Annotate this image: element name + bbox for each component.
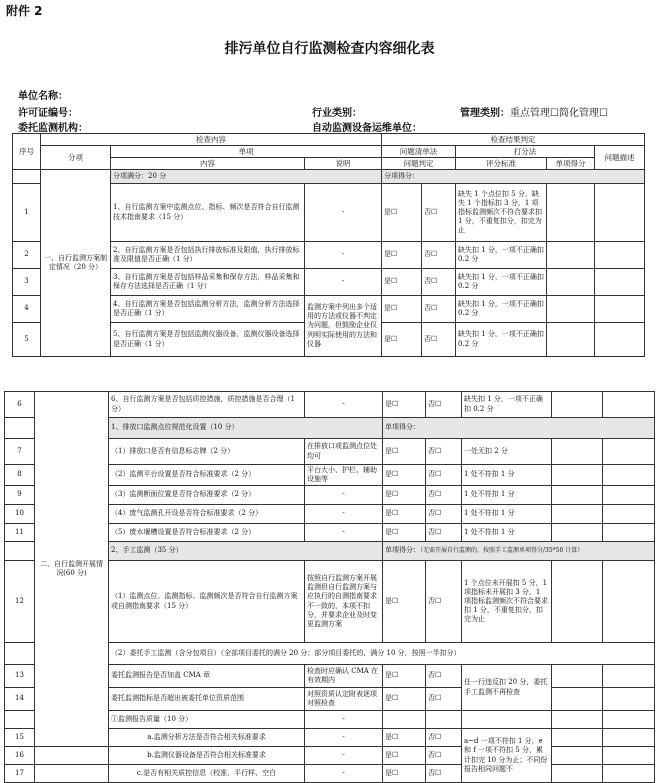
- category-part2: 二、自行监测开展情况(60 分): [35, 392, 109, 747]
- yes-checkbox[interactable]: 是☐: [382, 323, 422, 357]
- problem-desc-cell[interactable]: [603, 688, 655, 711]
- header-single-score: 单项得分: [547, 158, 595, 170]
- yes-checkbox[interactable]: 是☐: [383, 465, 426, 486]
- header-list-method: 问题清单法: [382, 146, 456, 158]
- header-item-content: 内容: [111, 158, 305, 170]
- header-item: 单项: [111, 146, 382, 158]
- yes-checkbox[interactable]: 是☐: [383, 524, 426, 542]
- category-part1: 一、自行监测方案制定情况（20 分）: [41, 170, 111, 357]
- single-score-cell[interactable]: [547, 323, 595, 357]
- single-score-cell[interactable]: [547, 269, 595, 296]
- merged-desc: 监测方案中列出多个适用的方法或仪器不判定为问题，但鼓励企业仅列明实际使用的方法和仪器: [305, 296, 382, 357]
- management-category: [460, 104, 608, 119]
- table-row: 2 2、自行监测方案是否包括执行排放标准及限值，执行排放标准及限值是否正确（1 分） - 是☐ 否☐ 缺失扣 1 分，一项不正确扣 0.2 分: [13, 242, 645, 269]
- problem-desc-cell[interactable]: [595, 296, 645, 323]
- yes-checkbox[interactable]: 是☐: [383, 392, 426, 418]
- commission-line: （2）委托手工监测（含分包项目）（全部项目委托的满分 20 分；部分项目委托的，满分 10 分，按照一半扣分）: [109, 643, 655, 665]
- problem-desc-cell[interactable]: [595, 242, 645, 269]
- single-score-cell[interactable]: [552, 486, 603, 505]
- table-row: 6 二、自行监测开展情况(60 分) 6、自行监测方案是否包括质控措施，质控措施是否合理（1 分） - 是☐ 否☐ 缺失扣 1 分，一项不正确扣 0.2 分: [5, 392, 655, 418]
- yes-checkbox[interactable]: 是☐: [382, 269, 422, 296]
- header-problem-desc: 问题描述: [595, 146, 645, 170]
- std-13-14: 任一行违反扣 20 分，委托手工监测不再检查: [462, 665, 552, 711]
- section-title: 1、排放口监测点位规范化设置（10 分）: [109, 418, 383, 439]
- unit-name-label: 单位名称：: [18, 91, 68, 102]
- single-score-cell[interactable]: [552, 665, 603, 688]
- problem-desc-cell[interactable]: [595, 269, 645, 296]
- table-row: 5 5、自行监测方案是否包括监测仪器设备，监测仪器设备选择是否正确（1 分） 是☐ 否☐ 缺失扣 1 分，一项不正确扣 0.2 分: [13, 323, 645, 357]
- single-score-cell[interactable]: [552, 392, 603, 418]
- no-checkbox[interactable]: 否☐: [422, 323, 456, 357]
- table-row: 14 委托监测指标是否超出被委托单位资质范围 对照资质认定附表逐项对照检查 是☐ 否☐: [5, 688, 655, 711]
- no-checkbox[interactable]: 否☐: [422, 269, 456, 296]
- table-row: 8 （2）监测平台设置是否符合标准要求（2 分） 平台大小、护栏、辅助设施等 是☐ 否☐ 1 处不符扣 1 分: [5, 465, 655, 486]
- table-row: 9 （3）监测断面位置是否符合标准要求（2 分） - 是☐ 否☐ 1 处不符扣 1 分: [5, 486, 655, 505]
- header-item-desc: 说明: [305, 158, 382, 170]
- no-checkbox[interactable]: 否☐: [426, 392, 462, 418]
- mgmt-label: 管理类别：: [460, 108, 510, 119]
- header-category: 分项: [41, 146, 111, 170]
- license-no-label: 许可证编号：: [18, 108, 78, 119]
- yes-checkbox[interactable]: 是☐: [383, 665, 426, 688]
- problem-desc-cell[interactable]: [603, 465, 655, 486]
- mgmt-options: 重点管理☐简化管理☐: [510, 108, 608, 119]
- inspection-table-part1: [12, 133, 645, 357]
- header-score-method: 打分法: [456, 146, 595, 158]
- yes-checkbox[interactable]: 是☐: [383, 765, 426, 783]
- section-note: （无需开展自行监测的，按照手工监测单项得分/35*50 计算）: [420, 547, 584, 555]
- no-checkbox[interactable]: 否☐: [422, 184, 456, 242]
- single-score-cell[interactable]: [547, 242, 595, 269]
- problem-desc-cell[interactable]: [603, 486, 655, 505]
- no-checkbox[interactable]: 否☐: [426, 747, 462, 765]
- single-score-cell[interactable]: [552, 465, 603, 486]
- header-result: 检查结果判定: [382, 134, 645, 146]
- problem-desc-cell[interactable]: [603, 729, 655, 747]
- no-checkbox[interactable]: 否☐: [426, 486, 462, 505]
- table-row: 17 c.是否有相关质控信息（校准、平行样、空白 - 是☐ 否☐: [5, 765, 655, 783]
- problem-desc-cell[interactable]: [595, 323, 645, 357]
- header-content: 检查内容: [41, 134, 382, 146]
- single-score-cell[interactable]: [547, 296, 595, 323]
- no-checkbox[interactable]: 否☐: [426, 665, 462, 688]
- single-score-cell[interactable]: [552, 765, 603, 783]
- no-checkbox[interactable]: 否☐: [426, 505, 462, 524]
- single-score-cell[interactable]: [552, 688, 603, 711]
- single-score-cell[interactable]: [552, 524, 603, 542]
- section-score: 单项得分：（无需开展自行监测的，按照手工监测单项得分/35*50 计算）: [383, 542, 655, 561]
- no-checkbox[interactable]: 否☐: [426, 439, 462, 465]
- problem-desc-cell[interactable]: [595, 184, 645, 242]
- problem-desc-cell[interactable]: [603, 505, 655, 524]
- no-checkbox[interactable]: 否☐: [426, 765, 462, 783]
- annex-label: 附件 2: [6, 4, 43, 18]
- problem-desc-cell[interactable]: [603, 439, 655, 465]
- yes-checkbox[interactable]: 是☐: [383, 688, 426, 711]
- header-seq: 序号: [13, 134, 41, 170]
- single-score-cell[interactable]: [552, 439, 603, 465]
- yes-checkbox[interactable]: 是☐: [382, 184, 422, 242]
- no-checkbox[interactable]: 否☐: [426, 465, 462, 486]
- yes-checkbox[interactable]: 是☐: [383, 729, 426, 747]
- single-score-cell[interactable]: [547, 184, 595, 242]
- problem-desc-cell[interactable]: [603, 392, 655, 418]
- no-checkbox[interactable]: 否☐: [426, 688, 462, 711]
- header-score-std: 评分标准: [456, 158, 547, 170]
- no-checkbox[interactable]: 否☐: [426, 561, 462, 643]
- table-row: 1 1、自行监测方案中监测点位、指标、频次是否符合自行监测技术指南要求（15 分） - 是☐ 否☐ 缺失 1 个点位扣 5 分，缺失 1 个指标扣 3 分，1 项指标监测频次不符合要求扣 1 分，不重复扣分，扣完为止: [13, 184, 645, 242]
- yes-checkbox[interactable]: 是☐: [383, 505, 426, 524]
- yes-checkbox[interactable]: 是☐: [383, 561, 426, 643]
- problem-desc-cell[interactable]: [603, 524, 655, 542]
- section-score: 单项得分：: [383, 418, 655, 439]
- problem-desc-cell[interactable]: [603, 765, 655, 783]
- table-row: 15 a.监测分析方法是否符合相关标准要求 - 是☐ 否☐ a~d 一项不符扣 1 分，e 和 f 一项不符扣 5 分，累计扣完 10 分为止；不同份报告相同问题不: [5, 729, 655, 747]
- table-row: 4 4、自行监测方案是否包括监测分析方法，监测分析方法选择是否正确（1 分） 监测方案中列出多个适用的方法或仪器不判定为问题，但鼓励企业仅列明实际使用的方法和仪器 是☐ 否☐ 缺失扣 1 分，一项不正确扣 0.2 分: [13, 296, 645, 323]
- single-score-cell[interactable]: [552, 729, 603, 747]
- table-row: 10 （4）废气监测孔开设是否符合标准要求（2 分） - 是☐ 否☐ 1 处不符扣 1 分: [5, 505, 655, 524]
- no-checkbox[interactable]: 否☐: [426, 729, 462, 747]
- report-quality-label: ①监测报告质量（10 分）: [109, 711, 305, 729]
- single-score-cell[interactable]: [552, 561, 603, 643]
- commissioned-agency-label: 委托监测机构：: [18, 123, 88, 134]
- table-row: 16 b.监测仪器设备是否符合相关标准要求 - 是☐ 否☐: [5, 747, 655, 765]
- table-row: 13 委托监测报告是否加盖 CMA 章 检查时应确认 CMA 在有效期内 是☐ 否☐ 任一行违反扣 20 分，委托手工监测不再检查: [5, 665, 655, 688]
- no-checkbox[interactable]: 否☐: [422, 242, 456, 269]
- inspection-table-part2: 6 二、自行监测开展情况(60 分) 6、自行监测方案是否包括质控措施，质控措施是否合理（1 分） - 是☐ 否☐ 缺失扣 1 分，一项不正确扣 0.2 分 1、排放口监测点位规范化设置（10 分） 单项得分： 7 （1）排放口是否有信息标志牌（2 分） 在排放口或监测点位处均可 是☐ 否☐ 一处无扣 2 分 8 （2）监测平台设置是否符合标准要求（2 分） 平台大小、护栏、辅助设施等 是☐ 否☐ 1 处不符扣 1 分 9 （3）监测断面位置是否符合标准要求（2 分） - 是☐ 否☐ 1 处不符扣 1 分 10 （4）废气监测孔开设是否符合标准要求（2 分） - 是☐ 否☐ 1 处不符扣 1 分 11 （5）废水堰槽设置是否符合标准要求（2 分） - 是☐ 否☐ 1 处不符扣 1 分 2、手工监测（35 分） 单项得分：（无需开展自行监测的，按照手工监测单项得分/35*50 计算） 12 （1）监测点位、监测指标、监测频次是否符合自行监测方案或自测指南要求（15 分） 按照自行监测方案开展监测但自行监测方案与应执行的自测指南要求不一致的，本项不扣分，并要求企业及时变更监测方案 是☐ 否☐ 1 个点位未开展扣 5 分，1 项指标未开展扣 3 分，1 项指标监测频次不符合要求扣 1 分，不重复扣分，扣完为止 （2）委托手工监测（含分包项目）（全部项目委托的满分 20 分；部分项目委托的，满分 10 分，按照一半扣分） 13 委托监测报告是否加盖 CMA 章 检查时应确认 CMA 在有效期内 是☐ 否☐ 任一行违反扣 20 分，委托手工监测不再检查 14 委托监测指标是否超出被委托单位资质范围 对照资质认定附表逐项对照检查 是☐ 否☐ ①监测报告质量（10 分） - 15 a.监测分析方法是否符合相关标准要求 - 是☐ 否☐ a~d 一项不符扣 1 分，e 和 f 一项不符扣 5 分，累计扣完 10 分为止；不同份报告相同问题不 16 b.监测仪器设备是否符合相关标准要求 - 是☐ 否☐ 17 c.是否有相关质控信息（校准、平行样、空白 - 是☐ 否☐: [4, 391, 655, 783]
- problem-desc-cell[interactable]: [603, 747, 655, 765]
- single-score-cell[interactable]: [552, 505, 603, 524]
- problem-desc-cell[interactable]: [603, 665, 655, 688]
- table-row: 11 （5）废水堰槽设置是否符合标准要求（2 分） - 是☐ 否☐ 1 处不符扣 1 分: [5, 524, 655, 542]
- single-score-cell[interactable]: [552, 747, 603, 765]
- yes-checkbox[interactable]: 是☐: [383, 747, 426, 765]
- yes-checkbox[interactable]: 是☐: [382, 296, 422, 323]
- problem-desc-cell[interactable]: [603, 561, 655, 643]
- auto-ops-label: 自动监测设备运维单位：: [312, 123, 422, 134]
- yes-checkbox[interactable]: 是☐: [383, 439, 426, 465]
- subtotal-label: 分项满分：20 分: [111, 170, 382, 184]
- yes-checkbox[interactable]: 是☐: [382, 242, 422, 269]
- industry-label: 行业类别：: [312, 108, 362, 119]
- table-row: 7 （1）排放口是否有信息标志牌（2 分） 在排放口或监测点位处均可 是☐ 否☐ 一处无扣 2 分: [5, 439, 655, 465]
- table-row: 3 3、自行监测方案是否包括样品采集和保存方法，样品采集和保存方法选择是否正确（1 分） - 是☐ 否☐ 缺失扣 1 分，一项不正确扣 0.2 分: [13, 269, 645, 296]
- std-15-17: a~d 一项不符扣 1 分，e 和 f 一项不符扣 5 分，累计扣完 10 分为止；不同份报告相同问题不: [462, 729, 552, 783]
- no-checkbox[interactable]: 否☐: [426, 524, 462, 542]
- subscore-label: 分项得分：: [382, 170, 645, 184]
- table-row: 12 （1）监测点位、监测指标、监测频次是否符合自行监测方案或自测指南要求（15 分） 按照自行监测方案开展监测但自行监测方案与应执行的自测指南要求不一致的，本项不扣分，并要求企业及时变更监测方案 是☐ 否☐ 1 个点位未开展扣 5 分，1 项指标未开展扣 3 分，1 项指标监测频次不符合要求扣 1 分，不重复扣分，扣完为止: [5, 561, 655, 643]
- section-title: 2、手工监测（35 分）: [109, 542, 383, 561]
- no-checkbox[interactable]: 否☐: [422, 296, 456, 323]
- page-title: 排污单位自行监测检查内容细化表: [224, 41, 435, 57]
- header-problem-judge: 问题判定: [382, 158, 456, 170]
- yes-checkbox[interactable]: 是☐: [383, 486, 426, 505]
